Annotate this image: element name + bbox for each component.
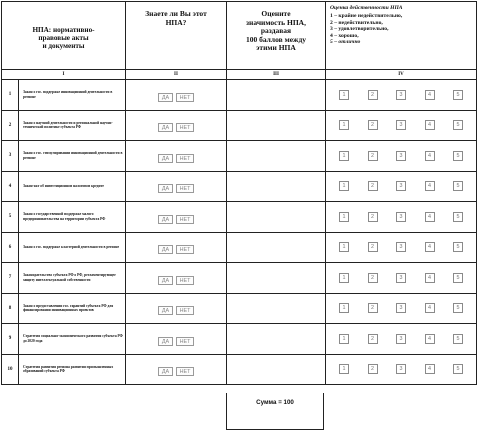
rating-option-3[interactable]: 3 (396, 334, 406, 344)
rating-scale (326, 364, 476, 374)
rating-scale (326, 120, 476, 130)
rating-scale (326, 334, 476, 344)
yes-button[interactable]: ДА (158, 306, 173, 315)
rating-option-4[interactable]: 4 (425, 151, 435, 161)
yes-no-cell (126, 324, 227, 355)
row-number: 2 (2, 110, 19, 141)
rating-cell (326, 324, 477, 355)
yes-no-cell (126, 232, 227, 263)
rating-cell (326, 141, 477, 172)
no-button[interactable]: НЕТ (176, 154, 194, 163)
rating-cell (326, 171, 477, 202)
table-row (2, 80, 477, 111)
yes-no-cell (126, 263, 227, 294)
points-input-cell[interactable] (227, 232, 326, 263)
no-button[interactable]: НЕТ (176, 306, 194, 315)
rating-option-2[interactable]: 2 (368, 181, 378, 191)
yes-button[interactable]: ДА (158, 154, 173, 163)
row-title: Стратегия развития региона развития промышленных образований субъекта РФ (19, 354, 126, 385)
no-button[interactable]: НЕТ (176, 184, 194, 193)
rating-option-5[interactable]: 5 (453, 242, 463, 252)
rating-option-4[interactable]: 4 (425, 212, 435, 222)
total-label: Сумма = 100 (256, 399, 294, 406)
no-button[interactable]: НЕТ (176, 367, 194, 376)
rating-option-5[interactable]: 5 (453, 120, 463, 130)
rating-cell (326, 110, 477, 141)
rating-option-3[interactable]: 3 (396, 120, 406, 130)
yes-button[interactable]: ДА (158, 276, 173, 285)
yes-button[interactable]: ДА (158, 184, 173, 193)
rating-scale (326, 303, 476, 313)
section-number: IV (326, 70, 477, 80)
rating-option-2[interactable]: 2 (368, 273, 378, 283)
legend-item: 2 – недействительно, (330, 19, 383, 26)
know-column-header (126, 2, 227, 70)
yes-button[interactable]: ДА (158, 215, 173, 224)
row-number: 8 (2, 293, 19, 324)
no-button[interactable]: НЕТ (176, 123, 194, 132)
yes-no-cell (126, 202, 227, 233)
rating-cell (326, 354, 477, 385)
rating-option-5[interactable]: 5 (453, 303, 463, 313)
table-row (2, 171, 477, 202)
yes-button[interactable]: ДА (158, 367, 173, 376)
header-row (2, 2, 477, 70)
rating-option-2[interactable]: 2 (368, 334, 378, 344)
rating-option-5[interactable]: 5 (453, 212, 463, 222)
row-title: Закон о гос. поддержке кластерной деятельности в регионе (19, 232, 126, 263)
rating-option-5[interactable]: 5 (453, 273, 463, 283)
legend-item: 5 – отлично (330, 39, 361, 46)
row-number: 1 (2, 80, 19, 111)
row-number: 6 (2, 232, 19, 263)
rating-scale (326, 151, 476, 161)
rating-scale (326, 242, 476, 252)
row-title: Закон о государственной поддержке малого предпринимательства на территории субъекта РФ (19, 202, 126, 233)
yes-button[interactable]: ДА (158, 93, 173, 102)
yes-no-cell (126, 171, 227, 202)
row-title: Стратегия социально-экономического развития субъекта РФ до 2020 года (19, 324, 126, 355)
row-title: Законодательство субъекта РФ о РФ, регламентирующее защиту интеллектуальной собственности (19, 263, 126, 294)
points-input-cell[interactable] (227, 263, 326, 294)
rating-option-4[interactable]: 4 (425, 181, 435, 191)
rating-option-2[interactable]: 2 (368, 242, 378, 252)
rating-cell (326, 202, 477, 233)
no-button[interactable]: НЕТ (176, 337, 194, 346)
rating-option-3[interactable]: 3 (396, 273, 406, 283)
rating-option-2[interactable]: 2 (368, 364, 378, 374)
legend-item: 4 – хорошо, (330, 32, 359, 39)
rating-scale (326, 212, 476, 222)
rating-option-3[interactable]: 3 (396, 242, 406, 252)
row-number: 5 (2, 202, 19, 233)
importance-column-header (227, 2, 326, 70)
rating-cell (326, 263, 477, 294)
points-input-cell[interactable] (227, 171, 326, 202)
npa-column-header (2, 2, 126, 70)
legend-title: Оценка действенности НПА (330, 5, 403, 11)
rating-option-5[interactable]: 5 (453, 334, 463, 344)
rating-option-4[interactable]: 4 (425, 364, 435, 374)
rating-option-1[interactable]: 1 (339, 364, 349, 374)
no-button[interactable]: НЕТ (176, 93, 194, 102)
rating-option-3[interactable]: 3 (396, 90, 406, 100)
survey-table (1, 1, 477, 385)
npa-header-text: НПА: нормативно- правовые акты и документы (32, 25, 95, 50)
total-box (226, 393, 324, 430)
rating-option-3[interactable]: 3 (396, 364, 406, 374)
rating-cell (326, 80, 477, 111)
rating-option-1[interactable]: 1 (339, 212, 349, 222)
table-row (2, 293, 477, 324)
table-row (2, 324, 477, 355)
rating-scale (326, 90, 476, 100)
points-input-cell[interactable] (227, 141, 326, 172)
points-input-cell[interactable] (227, 202, 326, 233)
know-header-text: Знаете ли Вы этот НПА? (145, 9, 207, 27)
rating-option-4[interactable]: 4 (425, 273, 435, 283)
rating-option-1[interactable]: 1 (339, 90, 349, 100)
rating-option-1[interactable]: 1 (339, 181, 349, 191)
row-title: Закон-акт об инвестиционном налоговом кредите (19, 171, 126, 202)
rows-body (2, 80, 477, 385)
rating-option-1[interactable]: 1 (339, 120, 349, 130)
rating-option-4[interactable]: 4 (425, 120, 435, 130)
points-input-cell[interactable] (227, 293, 326, 324)
yes-no-cell (126, 293, 227, 324)
table-row (2, 141, 477, 172)
rating-option-1[interactable]: 1 (339, 273, 349, 283)
section-numbers-row (2, 70, 477, 80)
survey-form (1, 1, 476, 385)
points-input-cell[interactable] (227, 110, 326, 141)
row-number: 4 (2, 171, 19, 202)
yes-button[interactable]: ДА (158, 245, 173, 254)
rating-option-4[interactable]: 4 (425, 90, 435, 100)
rating-option-5[interactable]: 5 (453, 151, 463, 161)
rating-option-5[interactable]: 5 (453, 364, 463, 374)
yes-button[interactable]: ДА (158, 337, 173, 346)
section-number: I (2, 70, 126, 80)
yes-no-cell (126, 354, 227, 385)
row-number: 9 (2, 324, 19, 355)
table-row (2, 110, 477, 141)
points-input-cell[interactable] (227, 324, 326, 355)
table-row (2, 232, 477, 263)
table-row (2, 263, 477, 294)
rating-option-3[interactable]: 3 (396, 151, 406, 161)
rating-option-1[interactable]: 1 (339, 242, 349, 252)
no-button[interactable]: НЕТ (176, 245, 194, 254)
points-input-cell[interactable] (227, 354, 326, 385)
section-number: III (227, 70, 326, 80)
yes-no-cell (126, 141, 227, 172)
rating-option-5[interactable]: 5 (453, 90, 463, 100)
rating-option-1[interactable]: 1 (339, 303, 349, 313)
rating-option-3[interactable]: 3 (396, 303, 406, 313)
rating-option-3[interactable]: 3 (396, 212, 406, 222)
rating-option-3[interactable]: 3 (396, 181, 406, 191)
rating-option-2[interactable]: 2 (368, 212, 378, 222)
rating-option-1[interactable]: 1 (339, 334, 349, 344)
yes-no-cell (126, 110, 227, 141)
rating-option-4[interactable]: 4 (425, 242, 435, 252)
row-number: 3 (2, 141, 19, 172)
legend-item: 3 – удовлетворительно, (330, 26, 389, 33)
row-title: Закон о предоставлении гос. гарантий субъекта РФ для финансирования инновационных проектов (19, 293, 126, 324)
row-title: Закон о научной деятельности и региональной научно-технической политике субъекта РФ (19, 110, 126, 141)
section-number: II (126, 70, 227, 80)
rating-option-5[interactable]: 5 (453, 181, 463, 191)
rating-option-2[interactable]: 2 (368, 120, 378, 130)
row-title: Закон о гос. стимулировании инновационной деятельности в регионе (19, 141, 126, 172)
no-button[interactable]: НЕТ (176, 215, 194, 224)
row-number: 7 (2, 263, 19, 294)
rating-option-2[interactable]: 2 (368, 90, 378, 100)
table-row (2, 202, 477, 233)
rating-scale (326, 181, 476, 191)
rating-option-2[interactable]: 2 (368, 151, 378, 161)
legend-item: 1 – крайне недействительно, (330, 13, 403, 20)
importance-header-text: Оцените значимость НПА, раздавая 100 баллов между этими НПА (245, 9, 306, 52)
rating-option-2[interactable]: 2 (368, 303, 378, 313)
rating-cell (326, 232, 477, 263)
rating-option-4[interactable]: 4 (425, 334, 435, 344)
rating-scale (326, 273, 476, 283)
yes-button[interactable]: ДА (158, 123, 173, 132)
row-number: 10 (2, 354, 19, 385)
rating-legend (326, 2, 477, 70)
no-button[interactable]: НЕТ (176, 276, 194, 285)
rating-option-1[interactable]: 1 (339, 151, 349, 161)
table-row (2, 354, 477, 385)
rating-cell (326, 293, 477, 324)
row-title: Закон о гос. поддержке инновационной деятельности в регионе (19, 80, 126, 111)
rating-option-4[interactable]: 4 (425, 303, 435, 313)
yes-no-cell (126, 80, 227, 111)
points-input-cell[interactable] (227, 80, 326, 111)
